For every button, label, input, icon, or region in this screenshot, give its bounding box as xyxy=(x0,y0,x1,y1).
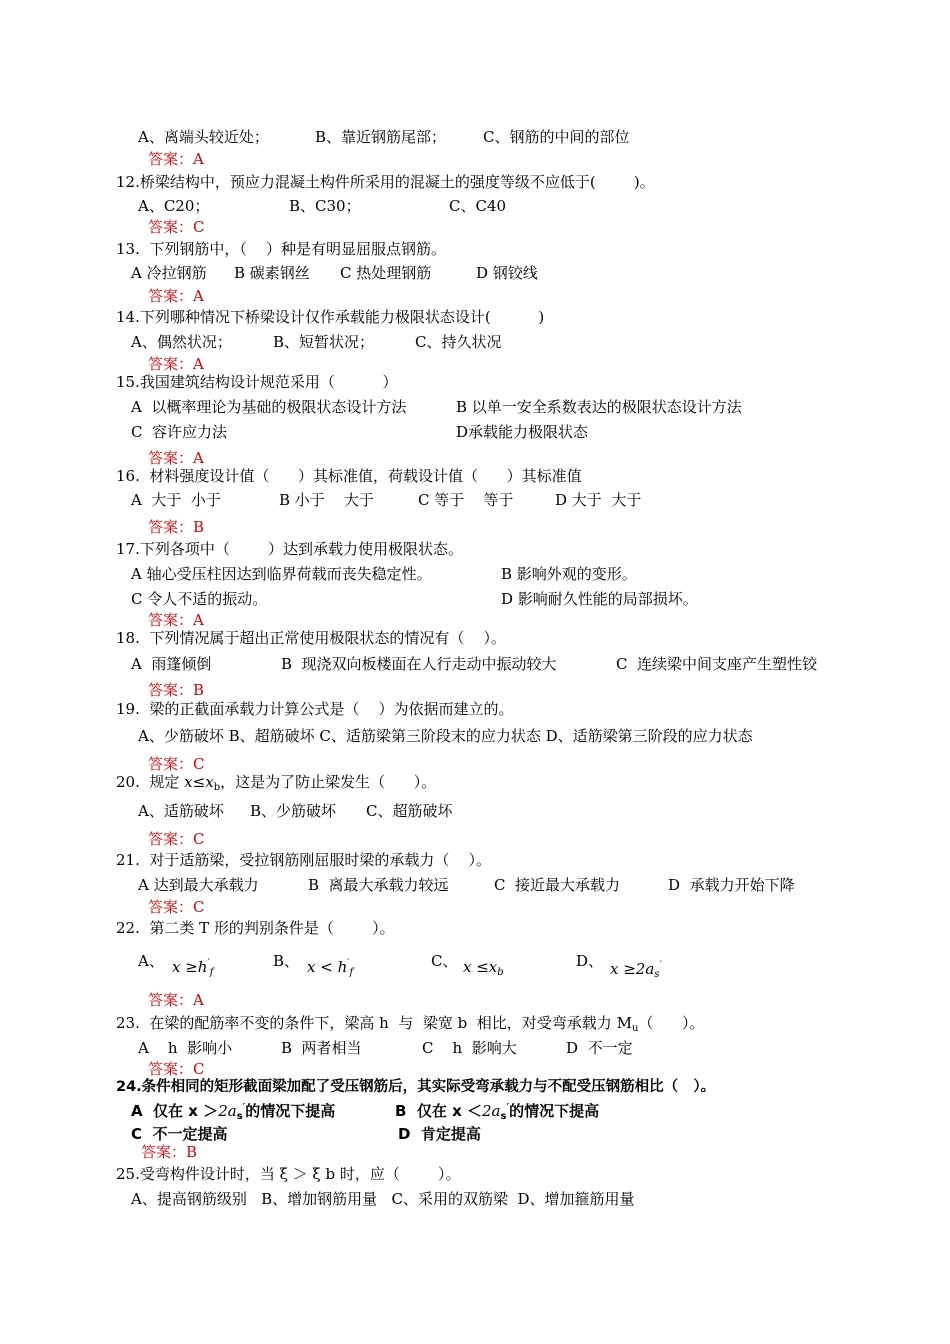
q12-option-b: B、C30； xyxy=(289,197,361,215)
q22-answer: 答案：A xyxy=(148,991,204,1009)
q19-options: A、少筋破坏 B、超筋破坏 C、适筋梁第三阶段末的应力状态 D、适筋梁第三阶段的应力状态 xyxy=(138,727,753,745)
q25-stem: 25.受弯构件设计时，当 ξ ＞ ξ b 时，应（ ）。 xyxy=(116,1165,461,1183)
q21-option-b: B 离最大承载力较远 xyxy=(308,876,449,894)
q23-option-b: B 两者相当 xyxy=(281,1039,362,1057)
q17-stem: 17.下列各项中（ ）达到承载力使用极限状态。 xyxy=(116,540,464,558)
q13-option-b: B 碳素钢丝 xyxy=(234,264,310,282)
q24-answer: 答案：B xyxy=(141,1143,198,1161)
q23-stem: 23. 在梁的配筋率不变的条件下，梁高 h 与 梁宽 b 相比，对受弯承载力 $M_u$（ ）。 xyxy=(116,1014,705,1034)
q21-option-a: A 达到最大承载力 xyxy=(138,876,259,894)
q13-stem: 13. 下列钢筋中，（ ）种是有明显屈服点钢筋。 xyxy=(116,240,446,258)
q22-option-c: C、 xyxy=(431,952,458,970)
q15-option-d: D承载能力极限状态 xyxy=(456,423,589,441)
q19-stem: 19. 梁的正截面承载力计算公式是（ ）为依据而建立的。 xyxy=(116,700,514,718)
q12-option-a: A、C20； xyxy=(138,197,210,215)
q16-option-c: C 等于 等于 xyxy=(418,491,514,509)
q24-option-b: B 仅在 $x <2a_s'$的情况下提高 xyxy=(395,1102,600,1122)
q15-option-a: A 以概率理论为基础的极限状态设计方法 xyxy=(131,398,407,416)
q14-stem: 14.下列哪种情况下桥梁设计仅作承载能力极限状态设计( ) xyxy=(116,308,545,326)
q22-stem: 22. 第二类 T 形的判别条件是（ ）。 xyxy=(116,919,395,937)
q13-answer: 答案：A xyxy=(148,287,204,305)
q22-formula-b: $x < h'_f$ xyxy=(307,958,354,978)
q13-option-d: D 钢铰线 xyxy=(476,264,538,282)
q20-option-a: A、适筋破坏 xyxy=(138,802,224,820)
q15-option-b: B 以单一安全系数表达的极限状态设计方法 xyxy=(456,398,742,416)
q24-stem: 24.条件相同的矩形截面梁加配了受压钢筋后，其实际受弯承载力与不配受压钢筋相比（ ）。 xyxy=(116,1079,716,1095)
q23-option-a: A h 影响小 xyxy=(138,1039,233,1057)
q17-option-b: B 影响外观的变形。 xyxy=(501,565,637,583)
q22-option-b: B、 xyxy=(273,952,300,970)
q23-option-d: D 不一定 xyxy=(566,1039,633,1057)
q22-formula-d: $x \ge 2a_s'$ xyxy=(610,960,662,980)
q13-option-c: C 热处理钢筋 xyxy=(340,264,432,282)
q17-option-a: A 轴心受压柱因达到临界荷载而丧失稳定性。 xyxy=(131,565,432,583)
q19-answer: 答案：C xyxy=(148,755,205,773)
q16-answer: 答案：B xyxy=(148,518,205,536)
q11-option-b: B、靠近钢筋尾部； xyxy=(315,128,447,146)
q17-option-d: D 影响耐久性能的局部损坏。 xyxy=(501,590,698,608)
q16-stem: 16. 材料强度设计值（ ）其标准值，荷载设计值（ ）其标准值 xyxy=(116,467,582,485)
q15-stem: 15.我国建筑结构设计规范采用（ ） xyxy=(116,373,398,391)
q18-option-c: C 连续梁中间支座产生塑性铰 xyxy=(616,655,818,673)
q22-option-a: A、 xyxy=(138,952,164,970)
q11-option-c: C、钢筋的中间的部位 xyxy=(483,128,630,146)
q24-option-c: C 不一定提高 xyxy=(131,1125,228,1143)
q22-formula-c: $x \le x_b$ xyxy=(463,958,504,978)
q14-answer: 答案：A xyxy=(148,355,204,373)
q18-option-a: A 雨篷倾倒 xyxy=(131,655,212,673)
q16-option-b: B 小于 大于 xyxy=(279,491,374,509)
q12-option-c: C、C40 xyxy=(449,197,507,215)
q18-option-b: B 现浇双向板楼面在人行走动中振动较大 xyxy=(281,655,557,673)
q23-answer: 答案：C xyxy=(148,1060,205,1078)
q20-answer: 答案：C xyxy=(148,830,205,848)
q12-answer: 答案：C xyxy=(148,218,205,236)
q21-option-c: C 接近最大承载力 xyxy=(494,876,621,894)
q21-answer: 答案：C xyxy=(148,898,205,916)
q20-option-c: C、超筋破坏 xyxy=(366,802,453,820)
q15-option-c: C 容许应力法 xyxy=(131,423,228,441)
q20-option-b: B、少筋破坏 xyxy=(250,802,337,820)
q14-option-b: B、短暂状况； xyxy=(273,333,375,351)
q24-option-a: A 仅在 $x >2a_s'$的情况下提高 xyxy=(131,1102,336,1122)
q17-answer: 答案：A xyxy=(148,611,204,629)
q14-option-c: C、持久状况 xyxy=(415,333,502,351)
q13-option-a: A 冷拉钢筋 xyxy=(131,264,207,282)
q16-option-d: D 大于 大于 xyxy=(555,491,642,509)
q21-stem: 21. 对于适筋梁，受拉钢筋刚屈服时梁的承载力（ ）。 xyxy=(116,851,491,869)
q24-option-d: D 肯定提高 xyxy=(398,1125,481,1143)
q12-stem: 12.桥梁结构中，预应力混凝土构件所采用的混凝土的强度等级不应低于( )。 xyxy=(116,173,655,191)
q21-option-d: D 承载力开始下降 xyxy=(668,876,795,894)
q22-option-d: D、 xyxy=(576,952,604,970)
q18-stem: 18. 下列情况属于超出正常使用极限状态的情况有（ ）。 xyxy=(116,629,506,647)
q20-stem: 20. 规定 $x\le x_b$，这是为了防止梁发生（ ）。 xyxy=(116,773,437,793)
q22-formula-a: $x \ge h'_f$ xyxy=(172,958,214,978)
q17-option-c: C 令人不适的振动。 xyxy=(131,590,268,608)
q14-option-a: A、偶然状况； xyxy=(131,333,232,351)
q18-answer: 答案：B xyxy=(148,681,205,699)
q15-answer: 答案：A xyxy=(148,449,204,467)
q16-option-a: A 大于 小于 xyxy=(131,491,221,509)
q23-option-c: C h 影响大 xyxy=(422,1039,517,1057)
q11-answer: 答案：A xyxy=(148,150,204,168)
q25-options: A、提高钢筋级别 B、增加钢筋用量 C、采用的双筋梁 D、增加箍筋用量 xyxy=(131,1190,635,1208)
q11-option-a: A、离端头较近处； xyxy=(138,128,269,146)
